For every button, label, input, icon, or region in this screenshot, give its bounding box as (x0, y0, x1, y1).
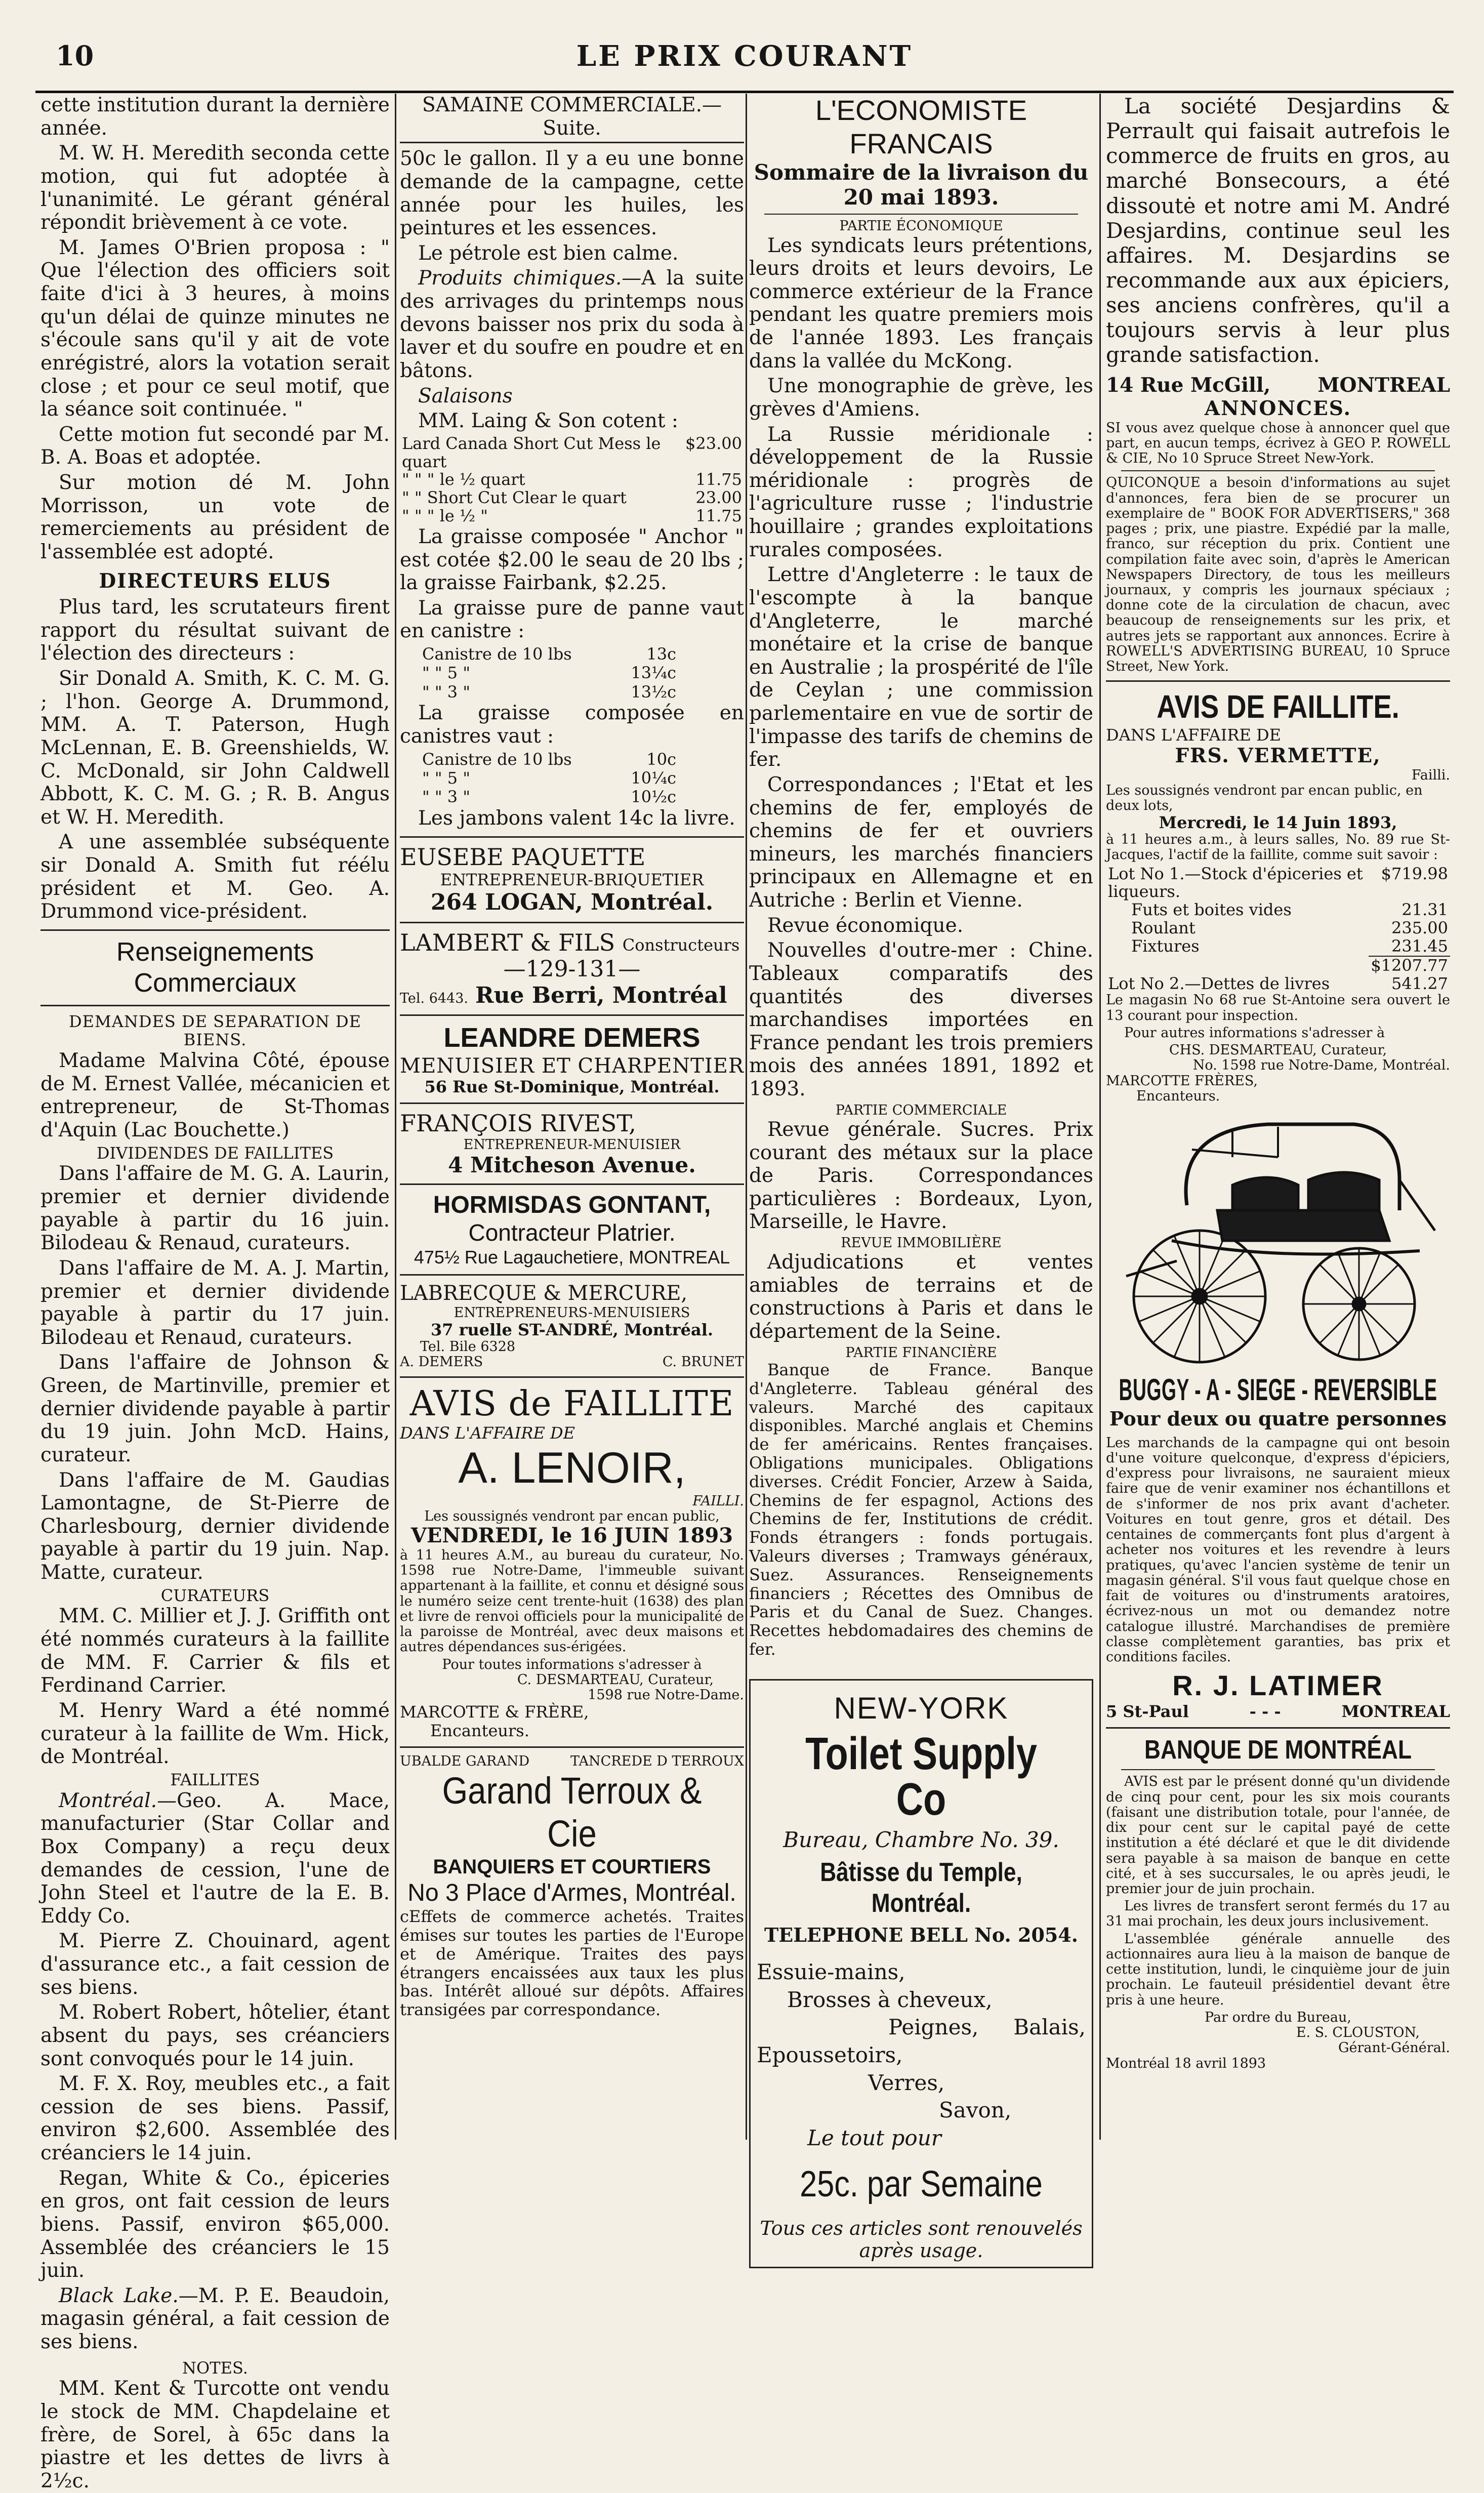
notice-title: AVIS de FAILLITE (409, 1383, 734, 1424)
ad-building: Bâtisse du Temple, Montréal. (820, 1858, 1022, 1918)
price-table (420, 645, 678, 702)
ad-city: NEW-YORK (834, 1691, 1009, 1725)
table-cell: $1207.77 (1369, 956, 1450, 975)
ad-telephone: TELEPHONE BELL No. 2054. (764, 1923, 1079, 1946)
ad-address: 264 LOGAN, Montréal. (430, 889, 714, 916)
auctioneer-label: Encanteurs. (1136, 1088, 1220, 1104)
paragraph-text: —Geo. A. Mace, manufacturier (Star Collar and Box Company) a reçu deux demandes de cession, l'une de John Steel et l'autre de la E. B. Eddy Co. (40, 1789, 390, 1928)
ad-role: BANQUIERS ET COURTIERS (433, 1856, 711, 1878)
table-cell: 13½c (631, 682, 676, 702)
curator: C. DESMARTEAU, Curateur, (517, 1671, 714, 1688)
paragraph: QUICONQUE a besoin d'informations au sujet d'annonces, fera bien de se procurer un exemplaire de " BOOK FOR ADVERTISERS," 368 pages ; prix, une piastre. Expédié par la malle, franco, sur réception du prix. Contient une compilation faite avec soin, d'après le American Newspapers Directory, de tous les meilleurs journaux, y compris les journaux spéciaux ; donne cote de la circulation de chacun, avec beaucoup de renseignements sur les prix, et autres jets se rapportant aux annonces. Ecrire à ROWELL'S ADVERTISING BUREAU, 10 Spruce Street, New York. (1106, 475, 1450, 675)
table-row (1106, 919, 1450, 937)
section-heading: SAMAINE COMMERCIALE.—Suite. (400, 94, 744, 143)
divider (1106, 680, 1450, 682)
table-row (420, 664, 678, 682)
ad-body: Les marchands de la campagne qui ont besoin d'une voiture quelconque, d'express d'épiciers, d'express pour livraisons, ne sauraient mieux faire que de venir examiner nos échantillons et de s'informer de nos prix avant d'acheter. Voitures en tout genre, gros et détail. Des centaines de commerçants font plus d'argent à acheter nos voitures et les revendre à leurs pratiques, qu'avec l'ancien système de tenir un magasin général. S'il vous faut quelque chose en fait de voitures ou d'instruments aratoires, écrivez-nous un mot ou demandez notre catalogue illustré. Marchandises de première classe complètement garanties, bas prix et conditions faciles. (1106, 1435, 1450, 1665)
paragraph: Sur motion dé M. John Morrisson, un vote de remerciements au président de l'assemblée est adopté. (40, 471, 390, 563)
table-cell: " " " le ½ quart (402, 470, 525, 489)
ad-item: Brosses à cheveux, (787, 1987, 993, 2012)
table-cell: 13c (646, 644, 676, 664)
ad-subtitle: Pour deux ou quatre personnes (1109, 1407, 1447, 1431)
table-cell: " " 3 " (422, 787, 471, 807)
ad-name: LEANDRE DEMERS (443, 1023, 700, 1053)
ad-name: HORMISDAS GONTANT, (433, 1192, 711, 1219)
paragraph (40, 1789, 390, 1928)
table-cell: Canistre de 10 lbs (422, 749, 572, 769)
avis-faillite-vermette (1106, 688, 1450, 1104)
partner-name: TANCREDE D TERROUX (570, 1753, 744, 1769)
column-1 (40, 94, 390, 2492)
subheading: CURATEURS (160, 1585, 270, 1605)
page-header (35, 30, 1454, 96)
paragraph: Sir Donald A. Smith, K. C. M. G. ; l'hon. George A. Drummond, MM. A. T. Paterson, Hugh McLennan, E. B. Greenshields, W. C. McDonald, sir John Caldwell Abbott, K. C. M. G. ; R. B. Angus et W. H. Meredith. (40, 667, 390, 829)
paragraph-text: —A la suite des arrivages du printemps nous devons baisser nos prix du soda à laver et du soufre en poudre et en bâtons. (400, 267, 744, 382)
ad-item: Peignes, (888, 2015, 979, 2040)
divider (40, 929, 390, 931)
column-4 (1106, 94, 1450, 2140)
table-cell: " " Short Cut Clear le quart (402, 488, 627, 508)
paragraph: M. Pierre Z. Chouinard, agent d'assurance etc., a fait cession de ses biens. (40, 1930, 390, 1999)
paragraph: A une assemblée subséquente sir Donald A. Smith fut réélu président et M. Geo. A. Drummond vice-président. (40, 831, 390, 923)
avis-faillite-lenoir (400, 1384, 744, 1740)
notice-title: AVIS DE FAILLITE. (1157, 688, 1399, 725)
ad-name: Toilet Supply Co (805, 1728, 1037, 1825)
section-subtitle: Sommaire de la livraison du 20 mai 1893. (754, 160, 1089, 210)
ad-role: MENUISIER ET CHARPENTIER (400, 1054, 744, 1078)
section-title: L'ECONOMISTE FRANCAIS (815, 94, 1027, 159)
divider (400, 1376, 744, 1378)
ad-item: Savon, (939, 2098, 1012, 2123)
ad-tagline: Le tout pour (807, 2125, 941, 2150)
ad-name (400, 929, 744, 957)
paragraph: Le pétrole est bien calme. (418, 241, 679, 265)
ad-item: Epoussetoirs, (757, 2042, 903, 2067)
paragraph: Revue économique. (767, 914, 964, 937)
paragraph: Madame Malvina Côté, épouse de M. Ernest Vallée, mécanicien et entrepreneur, de St-Thomas d'Aquin (Lac Bouchette.) (40, 1049, 390, 1141)
subheading: NOTES. (182, 2358, 248, 2378)
ad-name: FRANÇOIS RIVEST, (400, 1110, 636, 1137)
subheading: DEMANDES DE SEPARATION DE BIENS. (68, 1011, 362, 1050)
bankrupt-label: FAILLI. (692, 1493, 744, 1509)
notice-date: VENDREDI, le 16 JUIN 1893 (410, 1524, 733, 1548)
paragraph: M. James O'Brien proposa : " Que l'élection des officiers soit faite d'ici à 3 heures, à moins qu'un délai de quinze minutes ne s'écoule sans qu'il y ait de vote enrégistré, alors la votation serait close ; et pour ce seul motif, que la séance soit continuée. " (40, 236, 390, 421)
section-heading: ANNONCES. (1204, 397, 1352, 420)
ad-garand-terroux (400, 1754, 744, 2019)
divider (400, 836, 744, 838)
ad-labrecque (400, 1282, 744, 1370)
divider (1106, 1727, 1450, 1729)
paragraph: MM. C. Millier et J. J. Griffith ont été nommés curateurs à la faillite de MM. F. Carrier & fils et Ferdinand Carrier. (40, 1605, 390, 1697)
paragraph: Revue générale. Sucres. Prix courant des métaux sur la place de Paris. Correspondances particulières : Bordeaux, Lyon, Marseille, le Havre. (749, 1118, 1093, 1234)
notice-date: Montréal 18 avril 1893 (1106, 2055, 1266, 2071)
ad-role: Constructeurs (622, 935, 740, 955)
table-cell: Lard Canada Short Cut Mess le quart (402, 433, 661, 471)
ad-name-text: LAMBERT & FILS (400, 928, 615, 956)
buggy-illustration (1116, 1109, 1440, 1367)
subheading: PARTIE COMMERCIALE (835, 1102, 1007, 1118)
notice-intro: Les soussignés vendront par encan public, en deux lots, (1106, 782, 1423, 814)
table-row (1106, 937, 1450, 956)
table-row (420, 683, 678, 702)
ad-lambert (400, 929, 744, 1009)
curator: CHS. DESMARTEAU, Curateur, (1169, 1042, 1387, 1058)
paragraph: SI vous avez quelque chose à annoncer quel que part, en aucun temps, écrivez à GEO P. ROWELL & CIE, No 10 Spruce Street New-York. (1106, 420, 1450, 467)
ad-address: Rue Berri, Montréal (475, 982, 727, 1008)
ad-address: 4 Mitcheson Avenue. (448, 1153, 696, 1178)
table-cell: " " " le ½ " (402, 506, 488, 526)
notice-title: BANQUE DE MONTRÉAL (1144, 1735, 1412, 1765)
ad-address: 56 Rue St-Dominique, Montréal. (424, 1077, 720, 1097)
ad-role: ENTREPRENEUR-MENUISIER (463, 1136, 681, 1153)
ad-address: No 3 Place d'Armes, Montréal. (407, 1879, 736, 1907)
address-separator: - - - (1249, 1701, 1281, 1721)
divider (40, 1005, 390, 1006)
notice-intro: Les soussignés vendront par encan public, (424, 1508, 720, 1524)
auctioneer: MARCOTTE & FRÈRE, (400, 1702, 589, 1722)
header-rule (35, 91, 1454, 93)
auctioneer-label: Encanteurs. (430, 1721, 529, 1741)
ad-address-line (400, 983, 744, 1008)
subheading: DIVIDENDES DE FAILLITES (96, 1143, 334, 1163)
ad-name: R. J. LATIMER (1172, 1669, 1384, 1702)
ad-item: Balais, (1013, 2015, 1086, 2040)
paragraph: MM. Laing & Son cotent : (418, 410, 678, 433)
curator-address: 1598 rue Notre-Dame. (588, 1687, 744, 1703)
divider (400, 1746, 744, 1748)
ad-address: 475½ Rue Lagauchetiere, MONTREAL (414, 1247, 730, 1268)
table-cell: $719.98 (1381, 864, 1448, 883)
ad-name: LABRECQUE & MERCURE, (400, 1282, 688, 1305)
paragraph: Dans l'affaire de M. A. J. Martin, premier et dernier dividende payable à partir du 17 juin. Bilodeau et Renaud, curateurs. (40, 1256, 390, 1349)
paragraph: La société Desjardins & Perrault qui faisait autrefois le commerce de fruits en gros, au marché Bonsecours, a été dissoutė et notre ami M. André Desjardins, continue seul les affaires. M. Desjardins se recommande aux aux épiciers, ses anciens confrères, qu'il a toujours servis à leur plus grande satisfaction. (1106, 94, 1450, 367)
notice-body: Les livres de transfert seront fermés du 17 au 31 mai prochain, les deux jours inclusivement. (1106, 1898, 1450, 1930)
ad-tel: Tel. Bile 6328 (420, 1339, 516, 1355)
ad-paquette (400, 844, 744, 916)
table-row (420, 788, 678, 806)
table-cell: 11.75 (695, 470, 742, 489)
curator-address: No. 1598 rue Notre-Dame, Montréal. (1192, 1057, 1450, 1074)
divider (1121, 470, 1435, 471)
divider (1121, 1769, 1435, 1770)
table-row (400, 489, 744, 507)
divider (400, 1183, 744, 1185)
ad-tel: Tel. 6443. (400, 990, 468, 1006)
auctioneer: MARCOTTE FRÈRES, (1106, 1073, 1258, 1089)
table-cell: 10c (646, 749, 676, 769)
divider (764, 214, 1078, 215)
notice-info: Le magasin No 68 rue St-Antoine sera ouvert le 13 courant pour inspection. (1106, 992, 1450, 1024)
notice-subtitle: DANS L'AFFAIRE DE (400, 1423, 575, 1443)
table-row (1106, 901, 1450, 919)
paragraph: La graisse composée " Anchor " est cotée $2.00 le seau de 20 lbs ; la graisse Fairbank, $2.25. (400, 525, 744, 595)
notice-order: Par ordre du Bureau, (1205, 2009, 1351, 2025)
city-text: MONTREAL (1317, 374, 1450, 397)
paragraph (400, 267, 744, 382)
page-number: 10 (56, 39, 94, 72)
ad-items (757, 1958, 1086, 2152)
table-row (1106, 956, 1450, 975)
paragraph: Lettre d'Angleterre : le taux de l'escompte à la banque d'Angleterre, le marché monétaire et la crise de banque en Australie ; la prospérité de l'île de Ceylan ; une commission parlementaire en vue de sortir de l'impasse des tarifs de chemins de fer. (749, 563, 1093, 771)
paragraph (40, 2284, 390, 2354)
paragraph: Regan, White & Co., épiceries en gros, ont fait cession de leurs biens. Passif, environ $65,000. Assemblée des créanciers le 15 juin. (40, 2167, 390, 2282)
table-cell: " " 3 " (422, 682, 471, 702)
table-cell: 13¼c (631, 663, 676, 683)
place-name: Montréal. (59, 1789, 157, 1812)
paragraph: M. Henry Ward a été nommé curateur à la faillite de Wm. Hick, de Montréal. (40, 1699, 390, 1769)
section-title: Renseignements Commerciaux (116, 937, 314, 998)
paragraph: Cette motion fut secondé par M. B. A. Boas et adoptée. (40, 423, 390, 469)
paragraph: Dans l'affaire de M. G. A. Laurin, premier et dernier dividende payable à partir du 16 juin. Bilodeau & Renaud, curateurs. (40, 1162, 390, 1255)
lot-table (1106, 865, 1450, 993)
partner-name: UBALDE GARAND (400, 1753, 530, 1769)
notice-subtitle: DANS L'AFFAIRE DE (1106, 725, 1282, 745)
column-divider (395, 94, 396, 2140)
ad-gontant (400, 1191, 744, 1268)
divider (400, 1102, 744, 1104)
paragraph: Nouvelles d'outre-mer : Chine. Tableaux comparatifs des quantités des diverses marchandises importées en France pendant les trois premiers mois des années 1891, 1892 et 1893. (749, 939, 1093, 1101)
paragraph: La graisse pure de panne vaut en canistre : (400, 596, 744, 643)
bankrupt-label: Failli. (1411, 767, 1450, 783)
paragraph: Une monographie de grève, les grèves d'Amiens. (749, 375, 1093, 421)
paragraph: cette institution durant la dernière année. (40, 94, 390, 140)
paragraph: Banque de France. Banque d'Angleterre. Tableau général des valeurs. Marché des capitaux disponibles. Marché anglais et Chemins de fer américains. Rentes françaises. Obligations municipales. Obligations diverses. Crédit Foncier, Arzew à Saida, Chemins de fer espagnol, Actions des Chemins de fer, Institutions de crédit. Fonds étrangers : fonds portugais. Valeurs diverses ; Tramways généraux, Suez. Assurances. Renseignements financiers ; Récettes des Omnibus de Paris et du Canal de Suez. Changes. Recettes hebdomadaires des chemins de fer. (749, 1360, 1093, 1659)
divider (400, 922, 744, 923)
table-cell: " " 5 " (422, 768, 471, 788)
paragraph: MM. Kent & Turcotte ont vendu le stock de MM. Chapdelaine et frère, de Sorel, à 65c dans la piastre et les dettes de livrs à 2½c. (40, 2377, 390, 2492)
column-3 (749, 94, 1093, 2262)
ad-footer: après usage. (859, 2239, 983, 2262)
paragraph: La Russie méridionale : développement de la Russie méridionale : progrès de l'agriculture russe ; l'industrie houillaire ; grandes exploitations rurales composées. (749, 423, 1093, 561)
banque-montreal-notice (1106, 1735, 1450, 2071)
ad-item-row (757, 2014, 1086, 2041)
table-cell: Canistre de 10 lbs (422, 644, 572, 664)
ad-role: Contracteur Platrier. (468, 1219, 676, 1246)
table-cell: $23.00 (685, 433, 742, 453)
table-cell: Lot No 2.—Dettes de livres (1108, 973, 1330, 993)
ad-footer: Tous ces articles sont renouvelés (760, 2217, 1083, 2239)
column-2 (400, 94, 744, 2140)
table-cell: 231.45 (1391, 936, 1448, 956)
price-table (420, 750, 678, 807)
subject-label: Produits chimiques. (418, 267, 622, 290)
divider (400, 1274, 744, 1276)
ad-toilet-supply (749, 1679, 1093, 2269)
ad-price: 25c. par Semaine (800, 2164, 1043, 2205)
partner-name: C. BRUNET (662, 1354, 744, 1370)
table-cell: 21.31 (1401, 900, 1448, 920)
ad-rivest (400, 1110, 744, 1177)
table-cell: 23.00 (695, 488, 742, 508)
address-text: 14 Rue McGill, (1106, 374, 1271, 397)
paragraph: Plus tard, les scrutateurs firent rapport du résultat suivant de l'élection des directeurs : (40, 596, 390, 665)
notice-body: AVIS est par le présent donné qu'un dividende de cinq pour cent, pour les six mois courants (faisant une distribution totale, pour l'année, de dix pour cent sur le capital payé de cette institution a été déclaré et que le dit dividende sera payable à sa maison de banque en cette cité, et à ses succursales, le ou après jeudi, le premier jour de juin prochain. (1106, 1774, 1450, 1897)
price-table (400, 435, 744, 525)
ad-bureau: Bureau, Chambre No. 39. (783, 1827, 1059, 1852)
table-row (1106, 975, 1450, 993)
table-cell: 10¼c (631, 768, 676, 788)
paragraph: Les syndicats leurs prétentions, leurs droits et leurs devoirs, Le commerce extérieur de la France pendant les quatre premiers mois de l'année 1893. Les français dans la vallée du McKong. (749, 234, 1093, 373)
notice-date: Mercredi, le 14 Juin 1893, (1159, 813, 1397, 833)
paragraph: Dans l'affaire de Johnson & Green, de Martinville, premier et dernier dividende payable à partir du 19 juin. John McD. Hains, curateur. (40, 1351, 390, 1466)
paragraph: 50c le gallon. Il y a eu une bonne demande de la campagne, cette année pour les huiles, les peintures et les essences. (400, 147, 744, 240)
ad-name: Garand Terroux & Cie (442, 1770, 702, 1855)
city-text: MONTREAL (1341, 1701, 1450, 1721)
divider (400, 1014, 744, 1016)
paragraph: La graisse composée en canistres vaut : (400, 702, 744, 748)
subheading: FAILLITES (170, 1770, 260, 1789)
paragraph: M. F. X. Roy, meubles etc., a fait cession de ses biens. Passif, environ $2,600. Assemblée des créanciers le 14 juin. (40, 2072, 390, 2165)
ad-address: 37 ruelle ST-ANDRÉ, Montréal. (430, 1320, 714, 1340)
bankrupt-name: FRS. VERMETTE, (1175, 744, 1381, 768)
table-row (420, 769, 678, 788)
paragraph: M. W. H. Meredith seconda cette motion, qui fut adoptée à l'unanimité. Le gérant général répondit brièvement à ce vote. (40, 142, 390, 234)
partner-name: A. DEMERS (400, 1354, 483, 1370)
table-cell: Futs et boites vides (1131, 900, 1292, 920)
ad-title: BUGGY - A - SIEGE - REVERSIBLE (1119, 1373, 1437, 1407)
ad-partners (400, 1355, 744, 1370)
notice-info: Pour toutes informations s'adresser à (442, 1656, 702, 1672)
table-row (1106, 865, 1450, 902)
table-row (420, 645, 678, 664)
column-divider (1099, 94, 1101, 2140)
subheading: REVUE IMMOBILIÈRE (841, 1235, 1002, 1251)
notice-info: Pour autres informations s'adresser à (1124, 1025, 1385, 1041)
newspaper-title: LE PRIX COURANT (576, 39, 913, 73)
table-cell: Roulant (1131, 918, 1196, 938)
paragraph: Dans l'affaire de M. Gaudias Lamontagne, de St-Pierre de Charlesbourg, dernier dividende payable à partir du 19 juin. Nap. Matte, curateur. (40, 1468, 390, 1584)
table-row (400, 507, 744, 525)
signature-name: E. S. CLOUSTON, (1296, 2025, 1420, 2041)
table-cell: 541.27 (1391, 973, 1448, 993)
column-divider (746, 94, 747, 2140)
table-row (420, 750, 678, 769)
ad-address (1106, 1702, 1450, 1721)
table-row (400, 435, 744, 471)
paragraph: Les jambons valent 14c la livre. (418, 806, 735, 830)
notice-body: à 11 heures A.M., au bureau du curateur, No. 1598 rue Notre-Dame, l'immeuble suivant appartenant à la faillite, et connu et désigné sous le numéro seize cent trente-huit (1638) des plan et livre de renvoi officiels pour la municipalité de la paroisse de Montréal, avec deux maisons et autres dépendances sus-érigées. (400, 1547, 744, 1655)
partners (400, 1754, 744, 1769)
table-cell: Fixtures (1131, 936, 1200, 956)
place-name: Black Lake. (59, 2284, 179, 2307)
notice-body: L'assemblée générale annuelle des actionnaires aura lieu à la maison de banque de cette institution, lundi, le cinquième jour de juin prochain. Le fauteuil présidentiel devant être pris à une heure. (1106, 1931, 1450, 2008)
table-cell: Lot No 1.—Stock d'épiceries et liqueurs. (1108, 864, 1363, 902)
address-line (1106, 374, 1450, 397)
ad-role: ENTREPRENEURS-MENUISIERS (454, 1305, 690, 1321)
ad-role: ENTREPRENEUR-BRIQUETIER (440, 870, 704, 890)
paragraph: Correspondances ; l'Etat et les chemins de fer, employés de chemins de fer et ouvriers mineurs, les marchés financiers principaux en Allemagne et en Autriche : Berlin et Vienne. (749, 773, 1093, 912)
subheading: Salaisons (418, 384, 513, 407)
table-row (400, 471, 744, 489)
ad-name: EUSEBE PAQUETTE (400, 843, 646, 871)
paragraph: M. Robert Robert, hôtelier, étant absent du pays, ses créanciers sont convoqués pour le 14 juin. (40, 2001, 390, 2070)
ad-demers (400, 1022, 744, 1096)
table-cell: 10½c (631, 787, 676, 807)
address-text: 5 St-Paul (1106, 1701, 1189, 1721)
table-cell: 235.00 (1391, 918, 1448, 938)
ad-body: cEffets de commerce achetés. Traites émises sur toutes les parties de l'Europe et de Amérique. Traites des pays étrangers encaissées aux taux les plus bas. Intérêt alloué sur dépôts. Affaires transigées par correspondance. (400, 1907, 744, 2020)
paragraph-text: —M. P. E. Beaudoin, magasin général, a fait cession de ses biens. (40, 2284, 390, 2354)
ad-item: Verres, (868, 2070, 945, 2095)
ad-item: Essuie-mains, (757, 1959, 905, 1985)
subheading: PARTIE ÉCONOMIQUE (839, 218, 1003, 234)
table-cell: " " 5 " (422, 663, 471, 683)
notice-body: à 11 heures a.m., à leurs salles, No. 89 rue St-Jacques, l'actif de la faillite, comme suit savoir : (1106, 832, 1450, 863)
paragraph: Adjudications et ventes amiables de terrains et de constructions à Paris et dans le département de la Seine. (749, 1251, 1093, 1343)
subheading: PARTIE FINANCIÈRE (845, 1344, 997, 1361)
section-heading: DIRECTEURS ELUS (99, 569, 332, 593)
signature-role: Gérant-Général. (1338, 2040, 1450, 2056)
bankrupt-name: A. LENOIR, (458, 1444, 686, 1492)
ad-numbers: —129-131— (503, 956, 641, 983)
table-cell: 11.75 (695, 506, 742, 526)
